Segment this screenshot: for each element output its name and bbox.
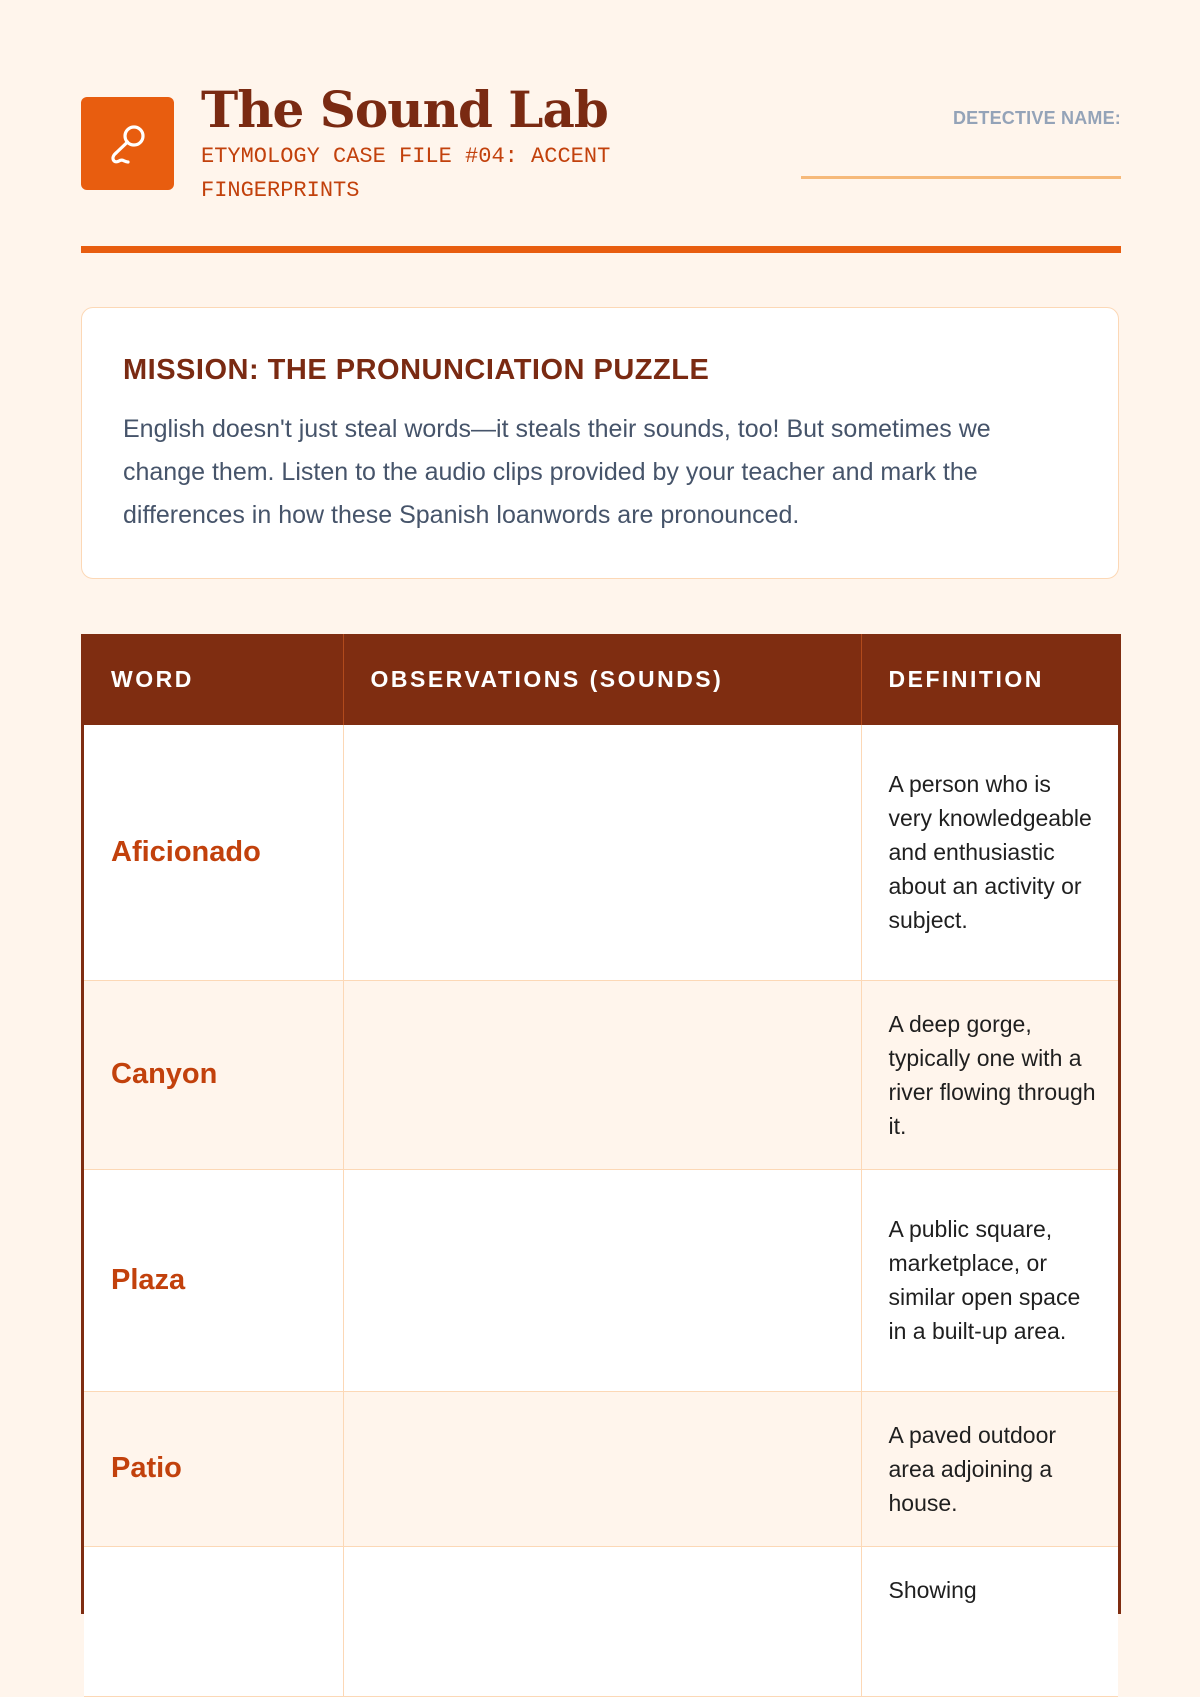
page-title: The Sound Lab	[201, 80, 608, 139]
header-definition: DEFINITION	[888, 666, 1044, 692]
word-cell: Canyon	[84, 980, 343, 1169]
table-row	[84, 1169, 1118, 1391]
definition-cell: A paved outdoor area adjoining a house.	[861, 1391, 1118, 1546]
table-header-row	[84, 634, 1118, 725]
header-word: WORD	[84, 634, 343, 725]
observations-cell[interactable]	[343, 1546, 861, 1696]
observations-cell[interactable]	[343, 980, 861, 1169]
word-cell	[84, 1546, 343, 1696]
worksheet-page	[81, 0, 1121, 1603]
detective-name-field[interactable]	[801, 176, 1121, 179]
microphone-icon	[104, 120, 152, 168]
table-row	[84, 980, 1118, 1169]
header-observations: OBSERVATIONS (SOUNDS)	[343, 634, 861, 725]
mission-title: MISSION: THE PRONUNCIATION PUZZLE	[123, 354, 710, 386]
table-row	[84, 1391, 1118, 1546]
definition-cell: A deep gorge, typically one with a river flowing through it.	[861, 980, 1118, 1169]
definition-cell: A public square, marketplace, or similar open space in a built-up area.	[861, 1169, 1118, 1391]
detective-name-label: DETECTIVE NAME:	[952, 108, 1121, 128]
table-row	[84, 725, 1118, 980]
loanword-table	[81, 634, 1121, 1614]
mission-text: English doesn't just steal words—it steals their sounds, too! But sometimes we change them. Listen to the audio clips provided by your teacher and mark the differences in how these Spanish loanwords are pronounced.	[123, 415, 991, 529]
definition-cell: A person who is very knowledgeable and enthusiastic about an activity or subject.	[861, 725, 1118, 980]
word-cell: Patio	[84, 1391, 343, 1546]
mission-card	[81, 307, 1119, 579]
observations-cell[interactable]	[343, 725, 861, 980]
observations-cell[interactable]	[343, 1391, 861, 1546]
table-row	[84, 1546, 1118, 1696]
word-cell: Aficionado	[84, 725, 343, 980]
header-divider	[81, 246, 1121, 253]
definition-cell: Showing	[861, 1546, 1118, 1696]
case-file-subtitle: ETYMOLOGY CASE FILE #04: ACCENT FINGERPRINTS	[201, 144, 611, 203]
word-cell: Plaza	[84, 1169, 343, 1391]
observations-cell[interactable]	[343, 1169, 861, 1391]
logo-badge	[81, 97, 174, 190]
header	[81, 80, 1121, 208]
